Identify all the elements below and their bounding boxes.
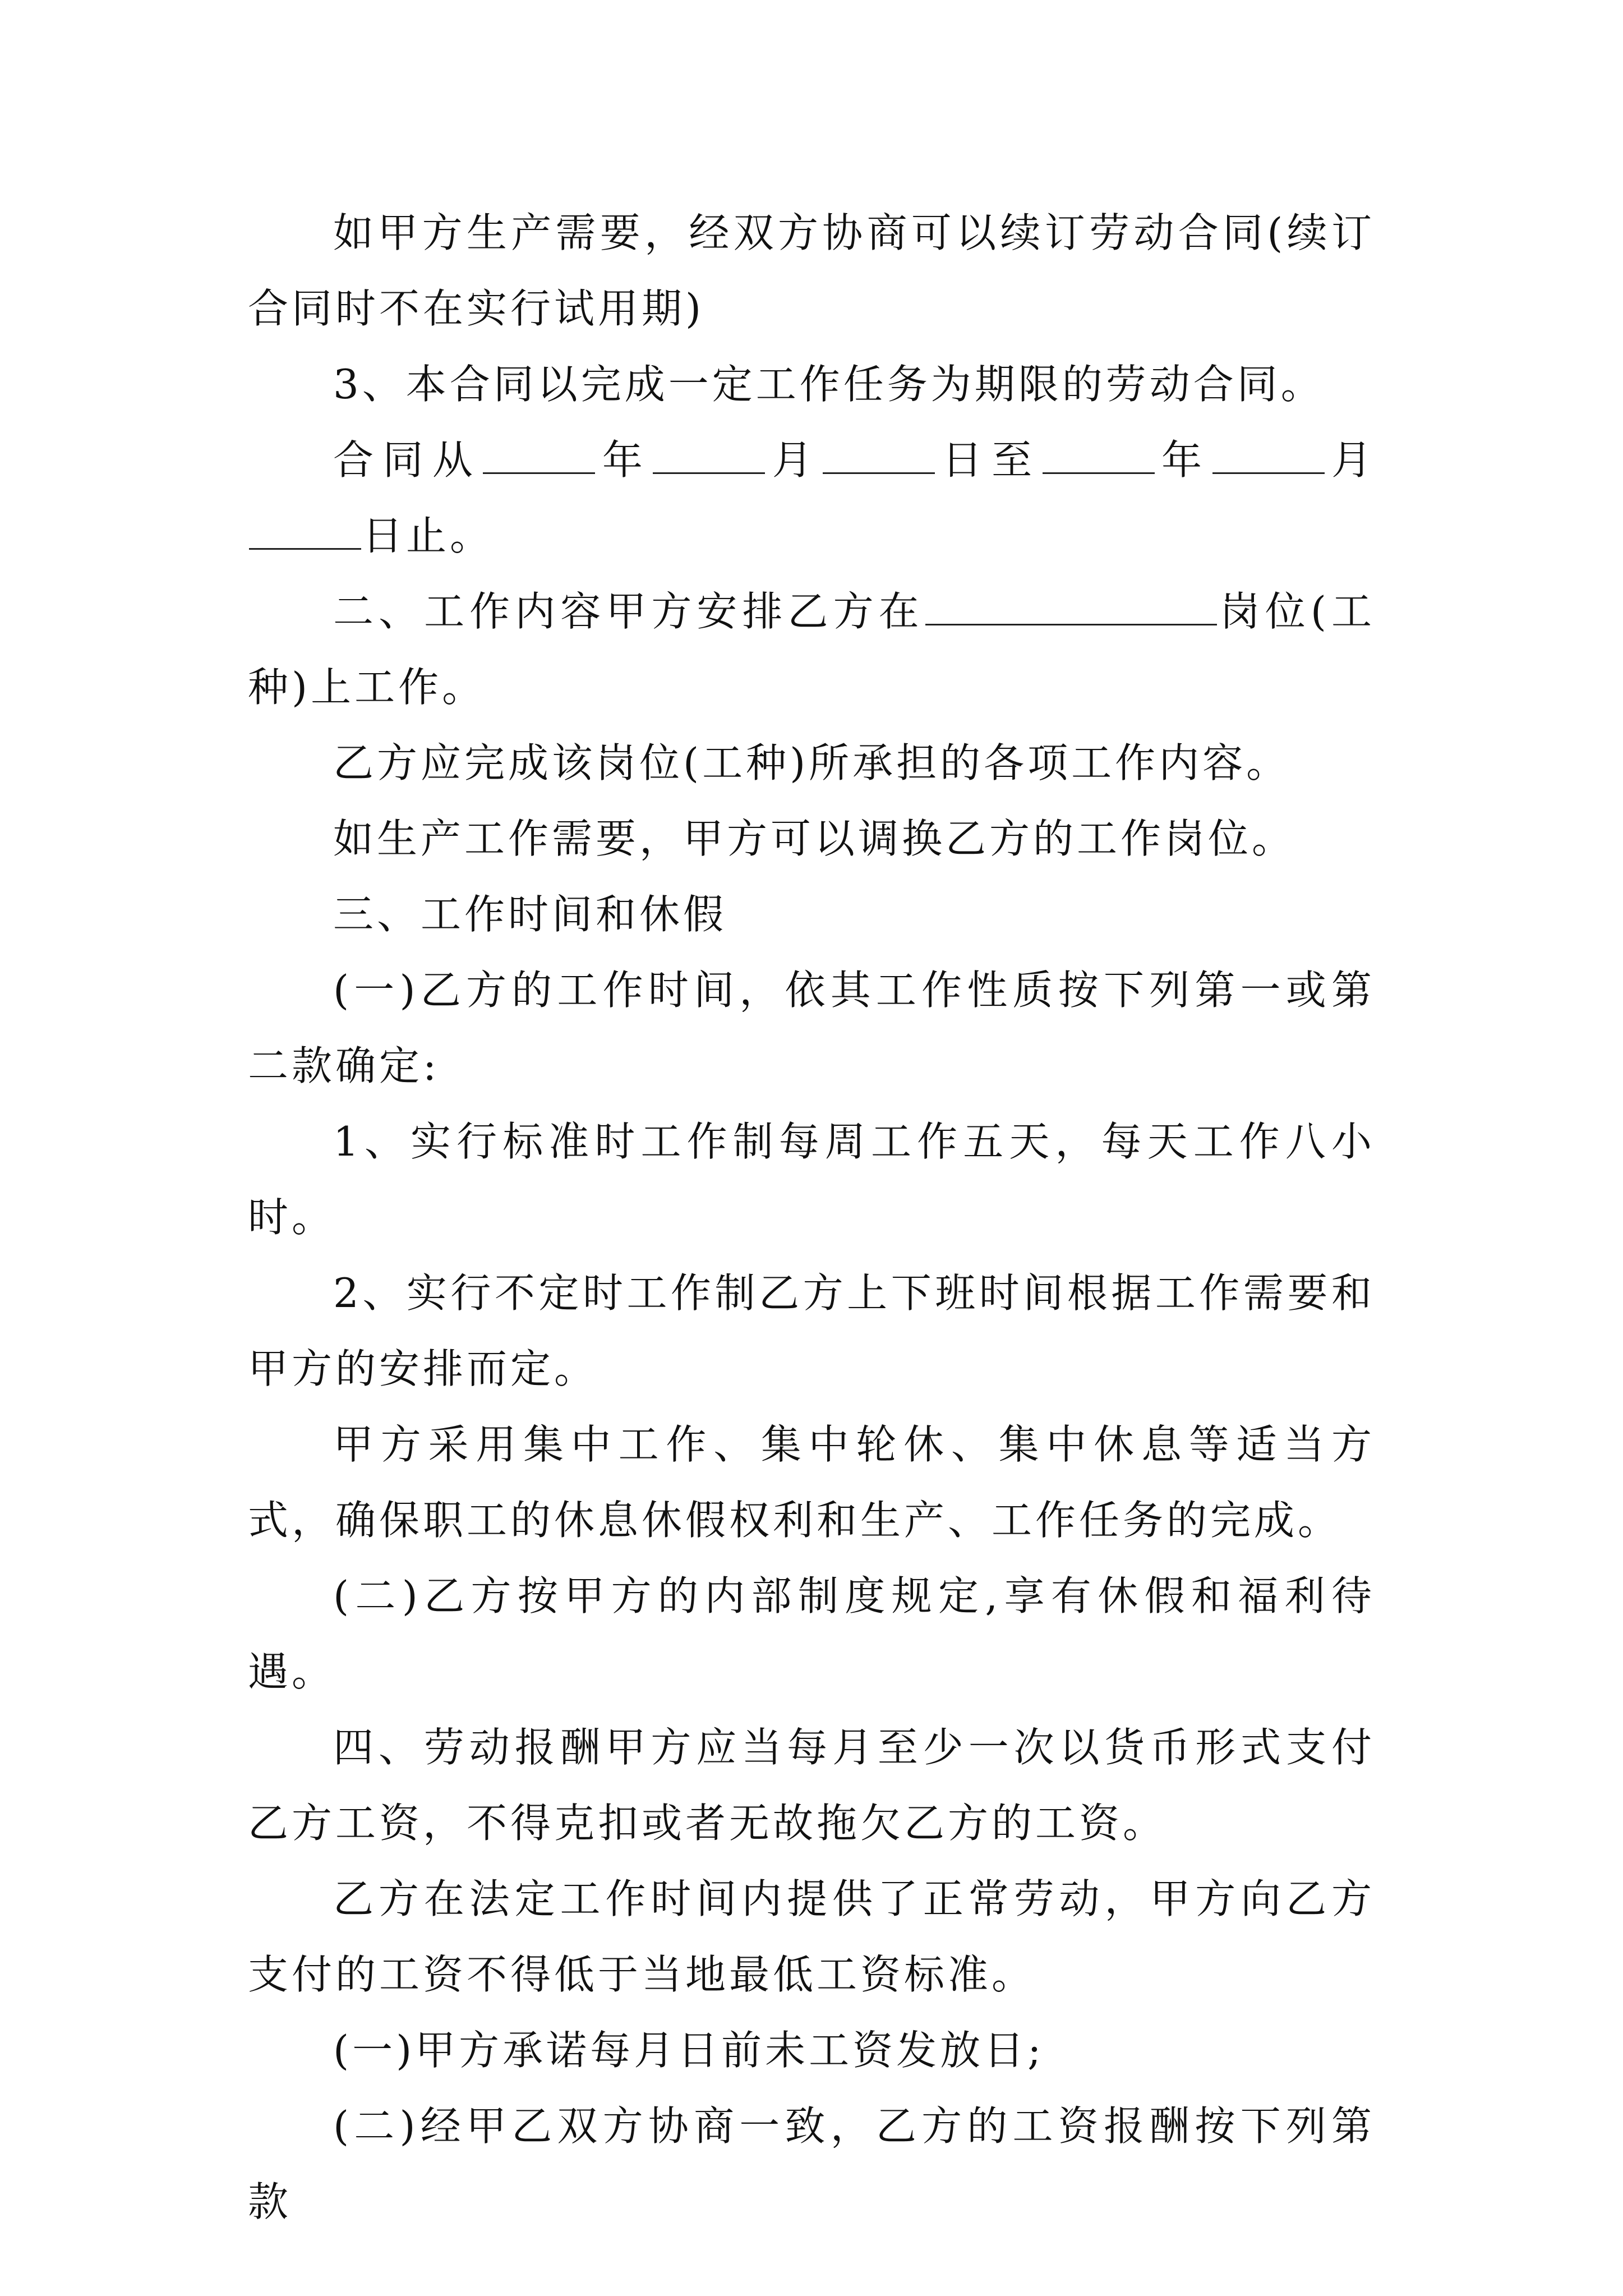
work-suffix: 岗位(工种)上工作。 xyxy=(248,588,1375,711)
paragraph-standard-hours: 1、实行标准时工作制每周工作五天，每天工作八小时。 xyxy=(248,1118,1375,1241)
paragraph-work-content xyxy=(248,574,1375,725)
blank-position[interactable] xyxy=(925,589,1217,625)
term-month-2: 月 xyxy=(1325,436,1375,484)
paragraph-flexible-hours: 2、实行不定时工作制乙方上下班时间根据工作需要和甲方的安排而定。 xyxy=(248,1269,1375,1392)
work-prefix: 二、工作内容甲方安排乙方在 xyxy=(333,588,924,635)
term-day-to: 日至 xyxy=(936,436,1041,484)
paragraph-renewal: 如甲方生产需要，经双方协商可以续订劳动合同(续订合同时不在实行试用期) xyxy=(248,209,1375,332)
term-year-2: 年 xyxy=(1155,436,1211,484)
blank-end-year[interactable] xyxy=(1043,438,1155,474)
blank-start-year[interactable] xyxy=(483,438,595,474)
paragraph-payday: (一)甲方承诺每月日前未工资发放日; xyxy=(333,2027,1045,2074)
term-year-1: 年 xyxy=(596,436,652,484)
paragraph-contract-term xyxy=(248,422,1375,574)
paragraph-hours-intro: (一)乙方的工作时间，依其工作性质按下列第一或第二款确定: xyxy=(248,967,1375,1089)
paragraph-pay-terms: (二)经甲乙双方协商一致，乙方的工资报酬按下列第款 xyxy=(248,2102,1375,2225)
section-heading-hours: 三、工作时间和休假 xyxy=(333,891,727,938)
paragraph-minimum-wage: 乙方在法定工作时间内提供了正常劳动，甲方向乙方支付的工资不得低于当地最低工资标准。 xyxy=(248,1875,1375,1998)
term-suffix: 日止。 xyxy=(362,512,494,559)
blank-end-month[interactable] xyxy=(1212,438,1325,474)
blank-start-month[interactable] xyxy=(653,438,765,474)
blank-end-day[interactable] xyxy=(249,513,361,550)
term-month-1: 月 xyxy=(766,436,822,484)
paragraph-reassignment: 如生产工作需要，甲方可以调换乙方的工作岗位。 xyxy=(333,815,1296,862)
paragraph-leave-benefits: (二)乙方按甲方的内部制度规定,享有休假和福利待遇。 xyxy=(248,1572,1375,1695)
blank-start-day[interactable] xyxy=(823,438,935,474)
paragraph-duties: 乙方应完成该岗位(工种)所承担的各项工作内容。 xyxy=(333,739,1290,786)
paragraph-rest-arrangement: 甲方采用集中工作、集中轮休、集中休息等适当方式，确保职工的休息休假权利和生产、工作任务的完成。 xyxy=(248,1421,1375,1544)
section-heading-pay: 四、劳动报酬甲方应当每月至少一次以货币形式支付乙方工资，不得克扣或者无故拖欠乙方的工资。 xyxy=(248,1724,1375,1847)
term-prefix: 合同从 xyxy=(333,436,482,484)
paragraph-contract-type: 3、本合同以完成一定工作任务为期限的劳动合同。 xyxy=(333,361,1325,408)
document-body xyxy=(248,195,1375,2240)
